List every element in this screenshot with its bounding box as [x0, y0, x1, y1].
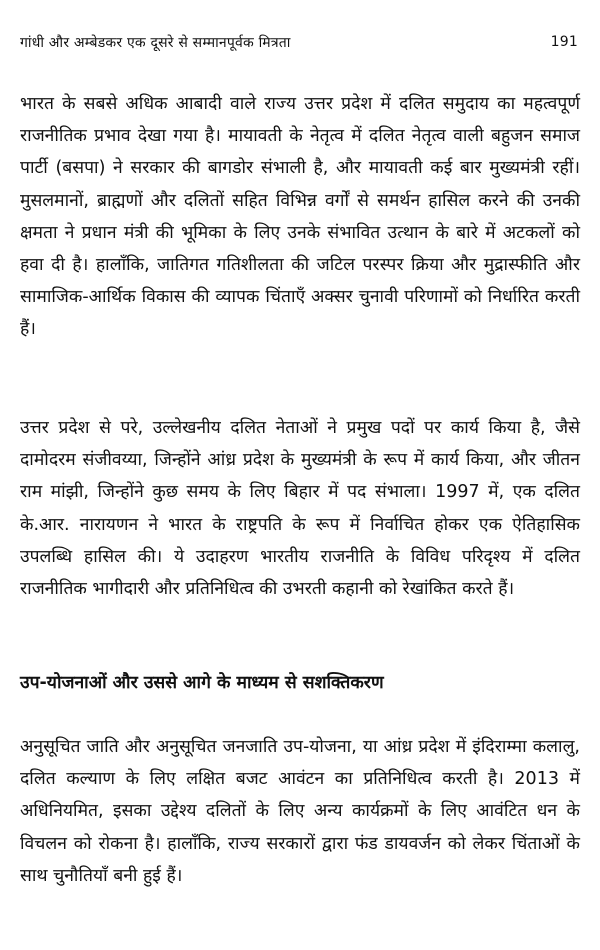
running-header-title: गांधी और अम्बेडकर एक दूसरे से सम्मानपूर्वक मित्रता — [20, 34, 291, 51]
section-heading: उप-योजनाओं और उससे आगे के माध्यम से सशक्तिकरण — [20, 673, 384, 693]
page-number: 191 — [550, 34, 578, 50]
paragraph-sub-plan: अनुसूचित जाति और अनुसूचित जनजाति उप-योजना, या आंध्र प्रदेश में इंदिराम्मा कलालु, दलित कल्याण के लिए लक्षित बजट आवंटन का प्रतिनिधित्व करती है। 2013 में अधिनियमित, इसका उद्देश्य दलितों के लिए अन्य कार्यक्रमों के लिए आवंटित धन के विचलन को रोकना है। हालाँकि, राज्य सरकारों द्वारा फंड डायवर्जन को लेकर चिंताओं के साथ चुनौतियाँ बनी हुई हैं। — [20, 737, 580, 886]
paragraph-dalit-leaders: उत्तर प्रदेश से परे, उल्लेखनीय दलित नेताओं ने प्रमुख पदों पर कार्य किया है, जैसे दामोदरम संजीवय्या, जिन्होंने आंध्र प्रदेश के मुख्यमंत्री के रूप में कार्य किया, और जीतन राम मांझी, जिन्होंने कुछ समय के लिए बिहार में पद संभाला। 1997 में, एक दलित के.आर. नारायणन ने भारत के राष्ट्रपति के रूप में निर्वाचित होकर एक ऐतिहासिक उपलब्धि हासिल की। ये उदाहरण भारतीय राजनीति के विविध परिदृश्य में दलित राजनीतिक भागीदारी और प्रतिनिधित्व की उभरती कहानी को रेखांकित करते हैं। — [20, 418, 580, 600]
paragraph-uttar-pradesh: भारत के सबसे अधिक आबादी वाले राज्य उत्तर प्रदेश में दलित समुदाय का महत्वपूर्ण राजनीतिक प्रभाव देखा गया है। मायावती के नेतृत्व में दलित नेतृत्व वाली बहुजन समाज पार्टी (बसपा) ने सरकार की बागडोर संभाली है, और मायावती कई बार मुख्यमंत्री रहीं। मुसलमानों, ब्राह्मणों और दलितों सहित विभिन्न वर्गों से समर्थन हासिल करने की उनकी क्षमता ने प्रधान मंत्री की भूमिका के लिए उनके संभावित उत्थान के बारे में अटकलों को हवा दी है। हालाँकि, जातिगत गतिशीलता की जटिल परस्पर क्रिया और मुद्रास्फीति और सामाजिक-आर्थिक विकास की व्यापक चिंताएँ अक्सर चुनावी परिणामों को निर्धारित करती हैं। — [20, 94, 580, 340]
running-header — [20, 30, 578, 54]
